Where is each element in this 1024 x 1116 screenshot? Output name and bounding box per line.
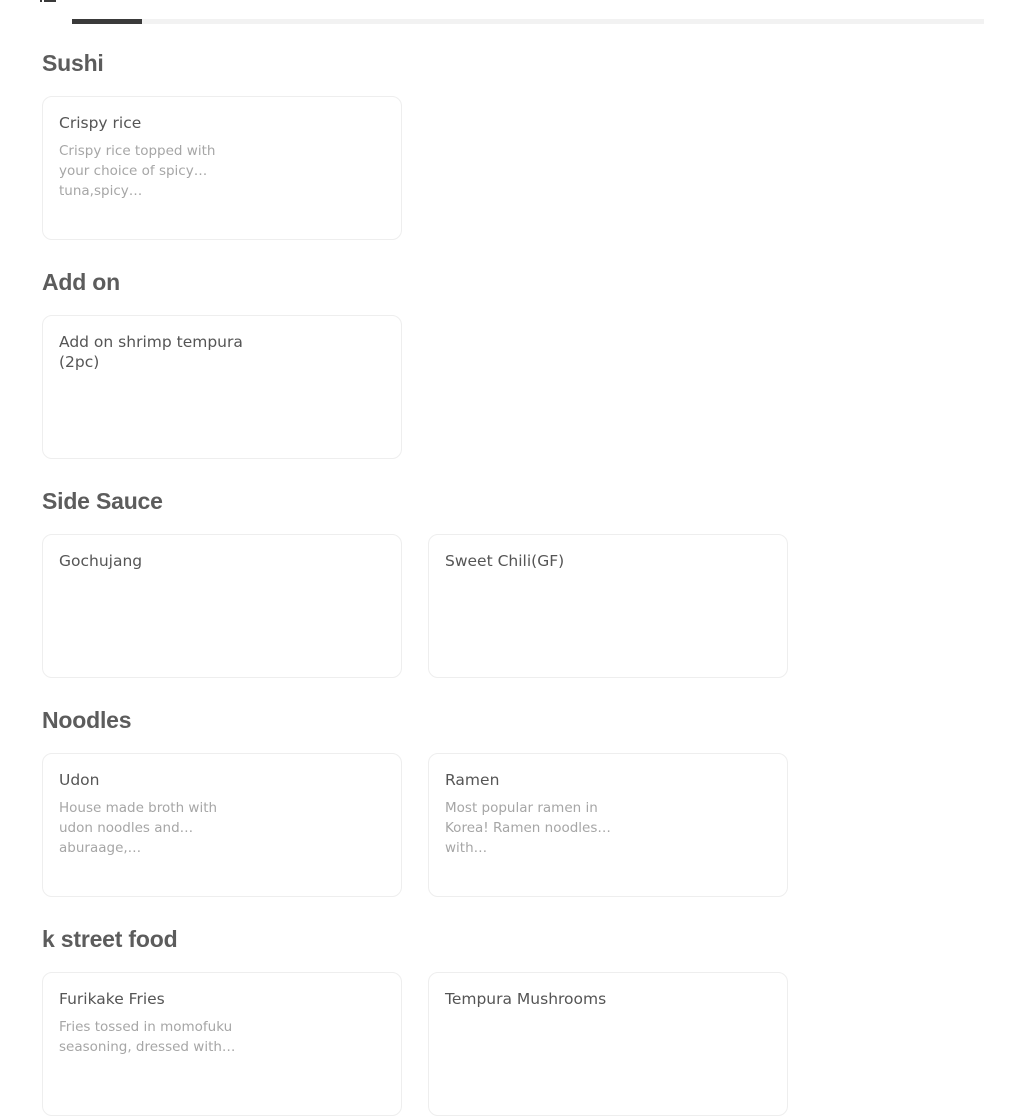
- active-tab-indicator: [72, 19, 142, 24]
- item-name: Add on shrimp tempura (2pc): [59, 333, 243, 371]
- menu-item-card[interactable]: [42, 972, 402, 1116]
- item-description: House made broth with udon noodles and aburaage,…: [59, 800, 218, 856]
- menu-item-card[interactable]: [428, 534, 788, 678]
- item-description: Most popular ramen in Korea! Ramen noodles with…: [445, 800, 598, 856]
- item-name: Furikake Fries: [59, 990, 165, 1008]
- item-name: Udon: [59, 771, 100, 789]
- section-title-noodles: Noodles: [42, 707, 132, 733]
- item-name: Gochujang: [59, 552, 143, 570]
- category-nav: [0, 0, 1024, 28]
- item-name: Sweet Chili(GF): [445, 552, 565, 570]
- menu-item-card[interactable]: [42, 534, 402, 678]
- section-title-side-sauce: Side Sauce: [42, 488, 163, 514]
- item-description: Crispy rice topped with your choice of spicy tuna,spicy…: [59, 143, 216, 199]
- section-title-add-on: Add on: [42, 269, 120, 295]
- item-name: Tempura Mushrooms: [445, 990, 607, 1008]
- category-tab-track: [72, 19, 984, 24]
- item-name: Ramen: [445, 771, 500, 789]
- menu-item-card[interactable]: [428, 753, 788, 897]
- item-description: Fries tossed in momofuku seasoning, dressed with…: [59, 1019, 236, 1055]
- menu-item-card[interactable]: [42, 315, 402, 459]
- menu-item-card[interactable]: [42, 753, 402, 897]
- section-title-k-street-food: k street food: [42, 926, 178, 952]
- section-title-sushi: Sushi: [42, 50, 104, 76]
- list-menu-icon[interactable]: [40, 0, 56, 4]
- menu-item-card[interactable]: [428, 972, 788, 1116]
- item-name: Crispy rice: [59, 114, 142, 132]
- menu-item-card[interactable]: [42, 96, 402, 240]
